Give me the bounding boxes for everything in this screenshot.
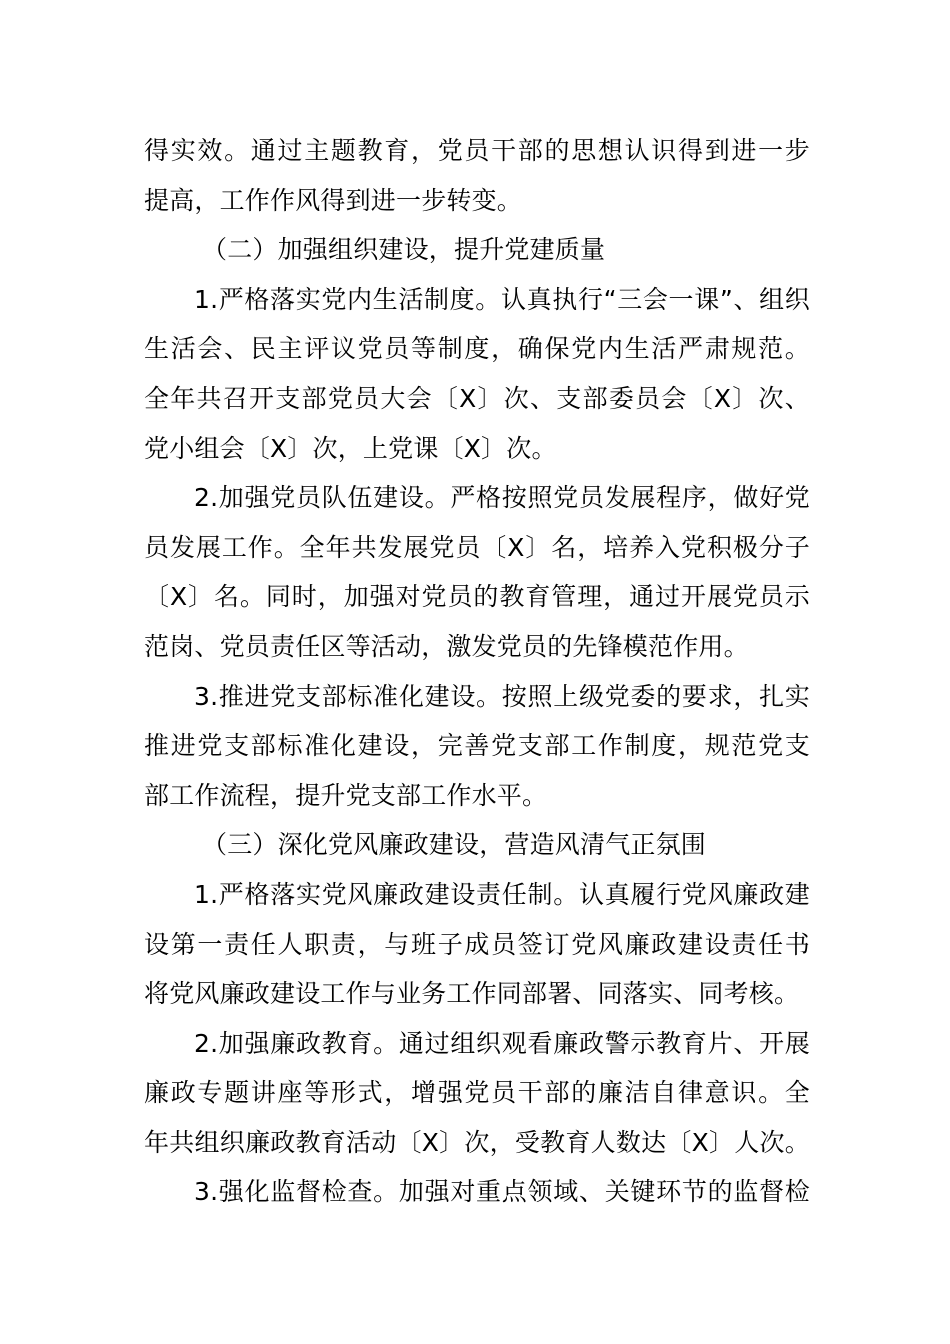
- text-line: 2.加强党员队伍建设。严格按照党员发展程序，做好党: [194, 483, 810, 513]
- text-line: 1.严格落实党风廉政建设责任制。认真履行党风廉政建: [194, 879, 810, 909]
- text-line: 1.严格落实党内生活制度。认真执行“三会一课”、组织: [194, 284, 810, 314]
- text-line: 得实效。通过主题教育，党员干部的思想认识得到进一步: [144, 136, 810, 165]
- section-heading: （三）深化党风廉政建设，营造风清气正氛围: [202, 830, 707, 860]
- text-line: 生活会、民主评议党员等制度，确保党内生活严肃规范。: [144, 334, 810, 364]
- text-line: 设第一责任人职责，与班子成员签订党风廉政建设责任书: [144, 929, 810, 959]
- text-line: 将党风廉政建设工作与业务工作同部署、同落实、同考核。: [144, 979, 800, 1009]
- text-line: 2.加强廉政教育。通过组织观看廉政警示教育片、开展: [194, 1028, 810, 1058]
- text-line: 3.推进党支部标准化建设。按照上级党委的要求，扎实: [194, 681, 810, 711]
- text-line: 员发展工作。全年共发展党员〔X〕名，培养入党积极分子: [144, 532, 810, 562]
- section-heading: （二）加强组织建设，提升党建质量: [202, 235, 606, 265]
- text-line: 廉政专题讲座等形式，增强党员干部的廉洁自律意识。全: [144, 1078, 810, 1108]
- text-line: 3.强化监督检查。加强对重点领域、关键环节的监督检: [194, 1177, 810, 1207]
- text-line: 提高，工作作风得到进一步转变。: [144, 185, 523, 215]
- text-line: 年共组织廉政教育活动〔X〕次，受教育人数达〔X〕人次。: [144, 1127, 810, 1157]
- text-line: 党小组会〔X〕次，上党课〔X〕次。: [144, 433, 557, 463]
- text-line: 范岗、党员责任区等活动，激发党员的先锋模范作用。: [144, 631, 749, 661]
- text-line: 推进党支部标准化建设，完善党支部工作制度，规范党支: [144, 731, 810, 761]
- text-line: 〔X〕名。同时，加强对党员的教育管理，通过开展党员示: [144, 582, 810, 612]
- text-line: 部工作流程，提升党支部工作水平。: [144, 780, 548, 810]
- document-body: [144, 126, 810, 1217]
- text-line: 全年共召开支部党员大会〔X〕次、支部委员会〔X〕次、: [144, 383, 810, 413]
